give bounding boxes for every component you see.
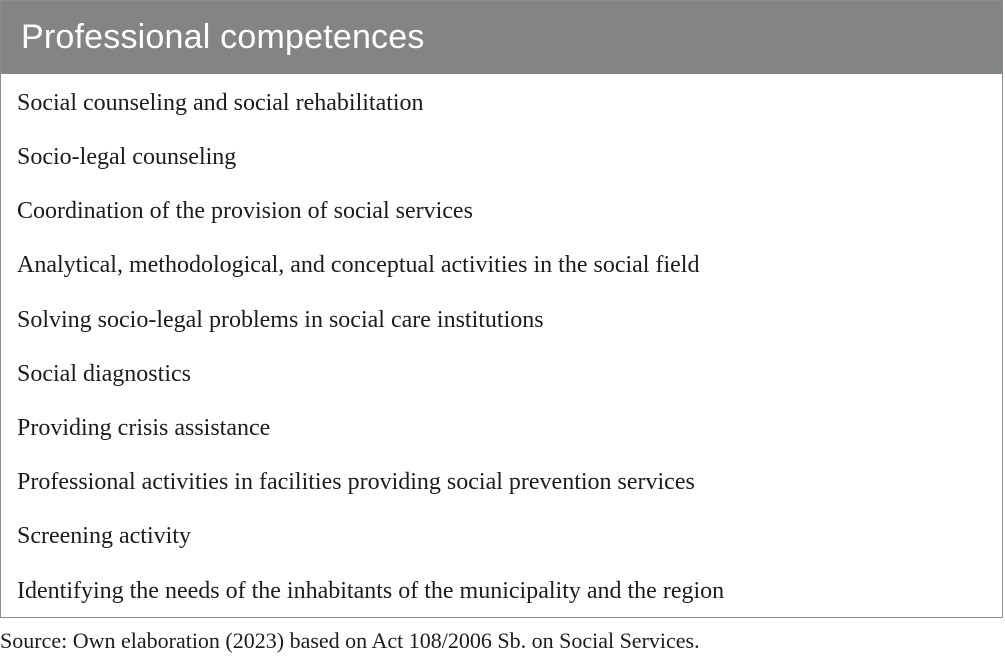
table-row: Identifying the needs of the inhabitants of the municipality and the region bbox=[17, 577, 725, 604]
table-row: Social diagnostics bbox=[17, 360, 191, 387]
table-row: Coordination of the provision of social services bbox=[17, 198, 473, 225]
table-row: Screening activity bbox=[17, 523, 191, 550]
table-row: Professional activities in facilities providing social prevention services bbox=[17, 469, 695, 496]
table-row: Analytical, methodological, and conceptual activities in the social field bbox=[17, 252, 700, 279]
table-header: Professional competences bbox=[1, 1, 1002, 74]
table-row: Solving socio-legal problems in social care institutions bbox=[17, 306, 544, 333]
table-row: Providing crisis assistance bbox=[17, 414, 271, 441]
table-rows bbox=[1, 74, 1002, 618]
source-note: Source: Own elaboration (2023) based on Act 108/2006 Sb. on Social Services. bbox=[0, 628, 700, 653]
table-row: Socio-legal counseling bbox=[17, 144, 237, 170]
table-row: Social counseling and social rehabilitation bbox=[17, 90, 424, 116]
